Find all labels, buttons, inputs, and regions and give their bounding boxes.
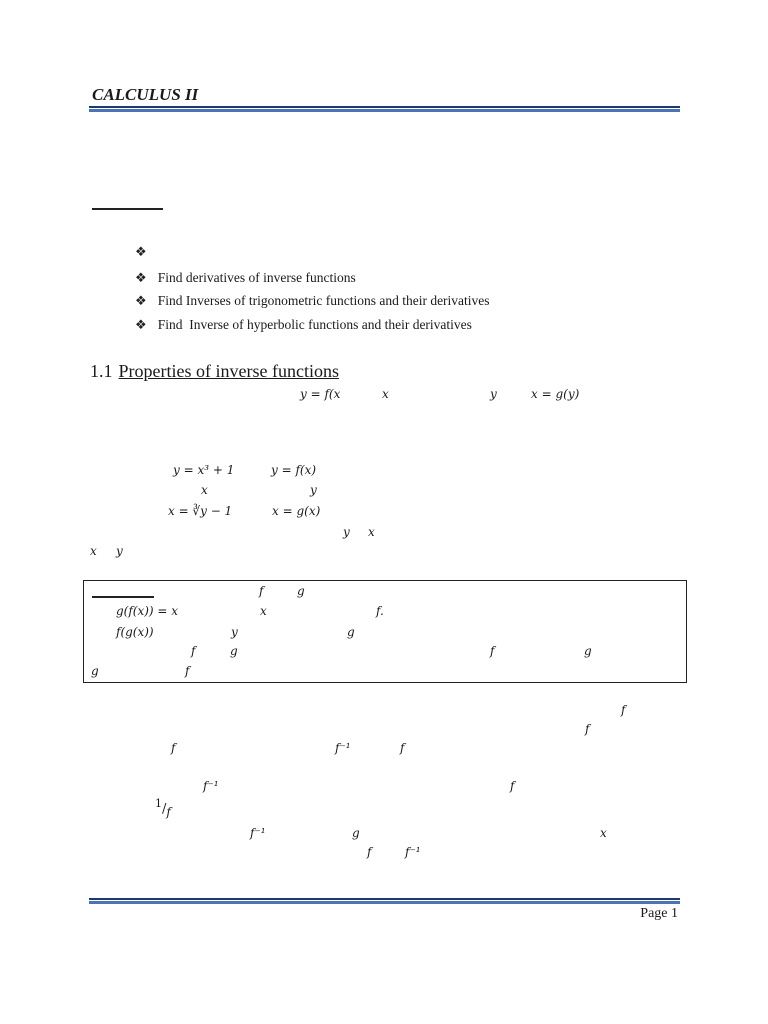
math-fragment: y <box>231 625 238 639</box>
math-fragment: g <box>347 625 355 639</box>
math-equation: g(f(x)) = x <box>116 604 179 618</box>
math-fragment: g <box>297 584 305 598</box>
math-fragment: x <box>260 604 267 618</box>
math-fragment: g <box>352 826 360 840</box>
math-fragment: g <box>584 644 592 658</box>
document-header-title: CALCULUS II <box>92 85 199 104</box>
math-fragment: f⁻¹ <box>335 741 351 755</box>
math-fragment: f <box>367 845 372 859</box>
math-fragment: x <box>368 525 375 539</box>
math-fragment: f⁻¹ <box>203 779 219 793</box>
math-fragment: g <box>91 664 99 678</box>
math-fragment: f <box>490 644 495 658</box>
math-fragment: f <box>510 779 515 793</box>
section-title: Properties of inverse functions <box>118 361 339 381</box>
math-equation: x = g(x) <box>272 504 321 518</box>
section-heading <box>90 361 339 382</box>
math-fragment: f <box>191 644 196 658</box>
section-number: 1.1 <box>90 361 113 381</box>
math-fragment: f. <box>376 604 384 618</box>
footer-rule <box>89 898 680 904</box>
math-fragment: f⁻¹ <box>405 845 421 859</box>
math-equation: y = x³ + 1 <box>173 463 235 477</box>
diamond-bullet-icon: ❖ <box>135 271 147 286</box>
math-equation-cube-root: x = ∛y − 1 <box>168 504 233 518</box>
objectives-heading-underline <box>92 208 163 210</box>
math-fragment: f⁻¹ <box>250 826 266 840</box>
diamond-bullet-icon: ❖ <box>135 294 147 309</box>
math-fragment: f <box>400 741 405 755</box>
math-fragment: f <box>621 703 626 717</box>
list-item: ❖ Find Inverse of hyperbolic functions and their derivatives <box>135 317 472 333</box>
math-fragment: y <box>310 483 317 497</box>
list-item <box>135 241 147 260</box>
math-equation: y = f(x) <box>271 463 317 477</box>
math-fragment: f <box>585 722 590 736</box>
math-fragment: y <box>343 525 350 539</box>
math-fragment: f <box>259 584 264 598</box>
math-fragment: x = g(y) <box>531 387 580 401</box>
list-item: ❖ Find derivatives of inverse functions <box>135 270 356 286</box>
math-fragment: f <box>185 664 190 678</box>
math-fragment: g <box>230 644 238 658</box>
math-fragment: x <box>90 544 97 558</box>
fraction-one-over-f: $^1/_f$ <box>155 797 171 819</box>
list-item: ❖ Find Inverses of trigonometric functions and their derivatives <box>135 293 490 309</box>
definition-box <box>83 580 687 683</box>
diamond-bullet-icon: ❖ <box>135 245 147 260</box>
math-fragment: y = f(x <box>300 387 341 401</box>
math-fragment: x <box>201 483 208 497</box>
diamond-bullet-icon: ❖ <box>135 318 147 333</box>
math-fragment: y <box>116 544 123 558</box>
math-fragment: f <box>171 741 176 755</box>
math-equation: f(g(x)) <box>116 625 154 639</box>
page-number: Page 1 <box>640 906 678 921</box>
math-fragment: x <box>382 387 389 401</box>
definition-heading-underline <box>92 596 154 598</box>
header-rule <box>89 106 680 112</box>
math-fragment: y <box>490 387 497 401</box>
math-fragment: x <box>600 826 607 840</box>
